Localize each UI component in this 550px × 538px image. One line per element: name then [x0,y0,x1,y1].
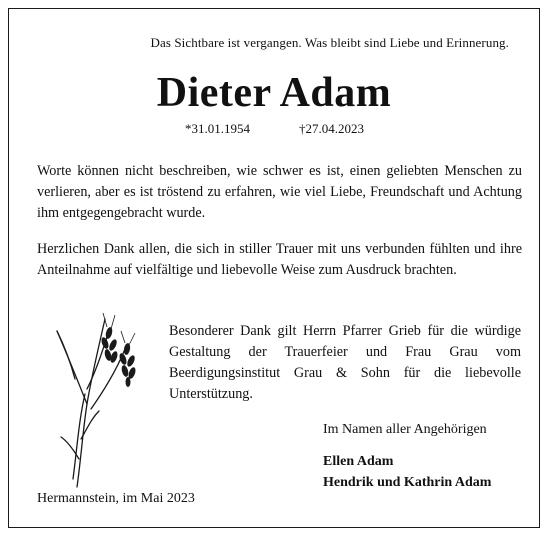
signature-name-1: Ellen Adam [323,454,394,469]
obituary-card [8,8,540,528]
birth-date: *31.01.1954 [185,121,250,136]
signature-name-2: Hendrik und Kathrin Adam [323,475,492,490]
paragraph-thanks: Herzlichen Dank allen, die sich in stiller Trauer mit uns verbunden fühlten und ihre Anteilnahme auf vielfältige und liebevolle Weise zum Ausdruck brachten. [37,241,522,278]
deceased-name: Dieter Adam [156,70,392,116]
wheat-ears-icon [47,309,147,489]
place-date: Hermannstein, im Mai 2023 [37,491,195,506]
motto-text: Das Sichtbare ist vergangen. Was bleibt sind Liebe und Erinnerung. [150,35,509,50]
paragraph-special-thanks: Besonderer Dank gilt Herrn Pfarrer Grieb für die würdige Gestaltung der Trauerfeier und Frau Grau vom Beerdigungsinstitut Grau & Sohn für die liebevolle Unterstützung. [169,323,521,402]
paragraph-words: Worte können nicht beschreiben, wie schwer es ist, einen geliebten Menschen zu verlieren, aber es ist tröstend zu erfahren, wie viel Liebe, Freundschaft und Achtung ihm entgegengebracht wurde. [37,163,522,221]
signature-intro: Im Namen aller Angehörigen [323,422,487,437]
death-date: †27.04.2023 [299,121,364,136]
